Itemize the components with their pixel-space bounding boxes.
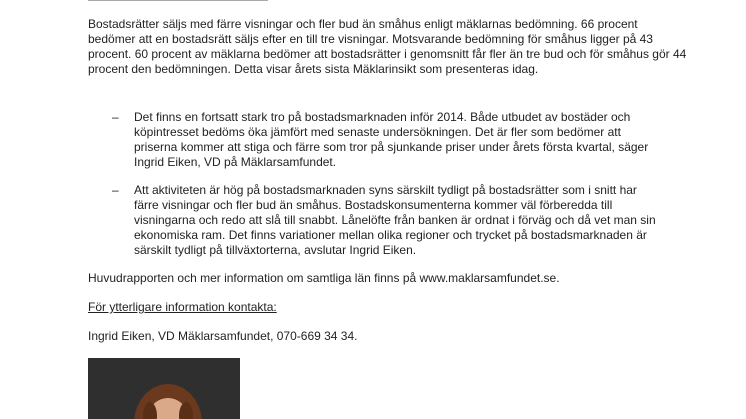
cropped-text-line xyxy=(88,0,288,4)
info-paragraph: Huvudrapporten och mer information om samtliga län finns på www.maklarsamfundet.se. xyxy=(88,271,560,285)
bullet-text: Det finns en fortsatt stark tro på bostadsmarknaden inför 2014. Både utbudet av bostäder och köpintresset bedöms öka jämfört med senaste undersökningen. Det är fler som bedömer att priserna kommer att stiga och färre som tror på sjunkande priser under årets första kvartal, säger Ingrid Eiken, VD på Mäklarsamfundet. xyxy=(134,110,649,169)
contact-line: Ingrid Eiken, VD Mäklarsamfundet, 070-669 34 34. xyxy=(88,329,358,343)
bullet-text: Att aktiviteten är hög på bostadsmarknaden syns särskilt tydligt på bostadsrätter som i snitt har färre visningar och fler bud än småhus. Bostadskonsumenterna kommer väl förberedda till visningarna och redo att slå till snabbt. Lånelöfte från banken är ordnat i förväg och då vet man sin ekonomiska ram. Det finns variationer mellan olika regioner och trycket på bostadsmarknaden är särskilt tydligt på tillväxtorterna, avslutar Ingrid Eiken. xyxy=(134,183,656,257)
contact-heading: För ytterligare information kontakta: xyxy=(88,300,277,314)
intro-paragraph: Bostadsrätter säljs med färre visningar och fler bud än småhus enligt mäklarnas bedömning. 66 procent bedömer att en bostadsrätt säljs efter en till tre visningar. Motsvarande bedömning för småhus ligger på 43 procent. 60 procent av mäklarna bedömer att bostadsrätter i genomsnitt får fler än tre bud och för småhus gör 44 procent den bedömningen. Detta visar årets sista Mäklarinsikt som presenteras idag. xyxy=(88,17,687,76)
portrait-photo xyxy=(88,358,240,419)
portrait-image xyxy=(88,358,240,419)
bullet-dash: – xyxy=(112,110,119,124)
bullet-dash: – xyxy=(112,183,119,197)
